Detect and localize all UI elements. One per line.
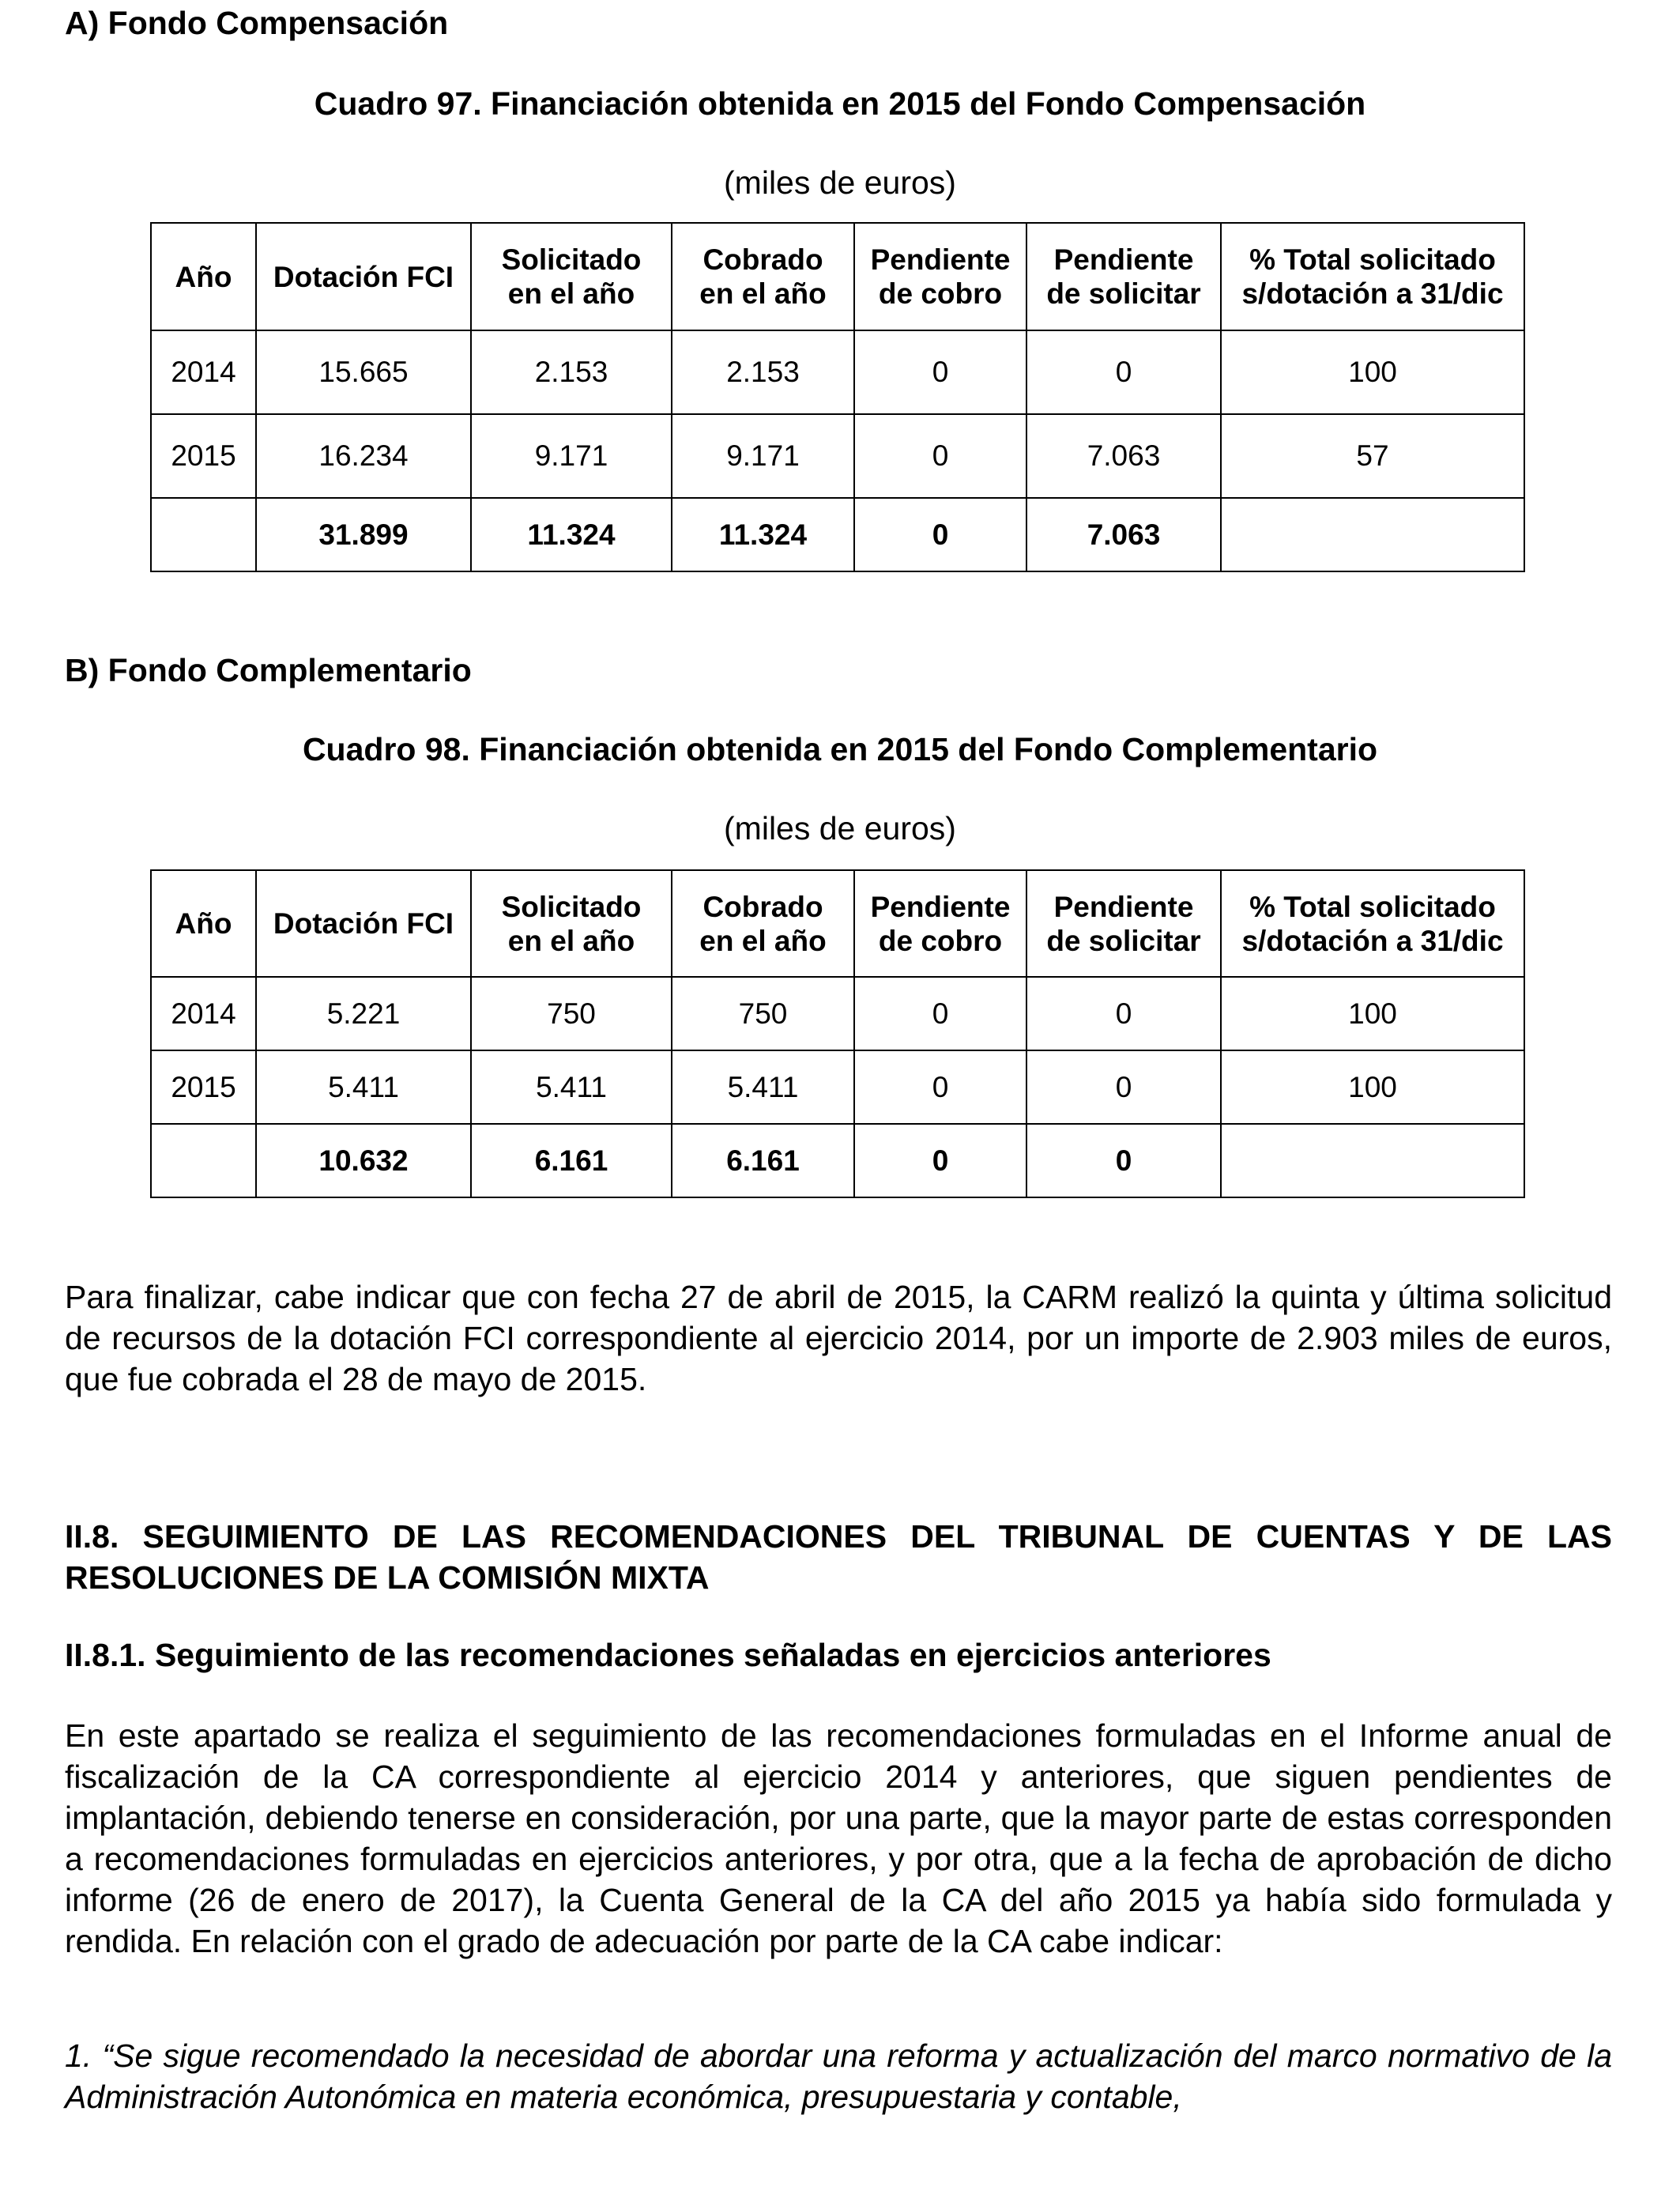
table-cell: 5.411 bbox=[256, 1050, 471, 1124]
table-cell: 16.234 bbox=[256, 414, 471, 498]
table-row bbox=[151, 977, 1524, 1050]
paragraph-seguimiento: En este apartado se realiza el seguimiento de las recomendaciones formuladas en el Informe anual de fiscalización de la CA correspondiente al ejercicio 2014 y anteriores, que siguen pendientes de implantación, debiendo tenerse en consideración, por una parte, que la mayor parte de estas corresponden a recomendaciones formuladas en ejercicios anteriores, y por otra, que a la fecha de aprobación de dicho informe (26 de enero de 2017), la Cuenta General de la CA del año 2015 ya había sido formulada y rendida. En relación con el grado de adecuación por parte de la CA cabe indicar: bbox=[65, 1717, 1612, 1959]
section-heading-ii81: II.8.1. Seguimiento de las recomendaciones señaladas en ejercicios anteriores bbox=[65, 1637, 1271, 1673]
table-cell: 0 bbox=[854, 977, 1026, 1050]
table-cell bbox=[1221, 1124, 1524, 1197]
table-total-row bbox=[151, 1124, 1524, 1197]
table-cell: 9.171 bbox=[672, 414, 854, 498]
table-cell: 750 bbox=[471, 977, 672, 1050]
table-cell: 2015 bbox=[151, 414, 256, 498]
table-cell bbox=[151, 498, 256, 571]
header-cell-dotacion: Dotación FCI bbox=[256, 223, 471, 330]
table-cell bbox=[1221, 498, 1524, 571]
table-total-row bbox=[151, 498, 1524, 571]
header-cell-solicitado: Solicitado en el año bbox=[471, 223, 672, 330]
table-cell: 0 bbox=[1026, 1050, 1221, 1124]
table-cell: 10.632 bbox=[256, 1124, 471, 1197]
table-97-units: (miles de euros) bbox=[724, 164, 956, 201]
table-cell: 750 bbox=[672, 977, 854, 1050]
section-heading-b: B) Fondo Complementario bbox=[65, 652, 472, 688]
table-98-caption: Cuadro 98. Financiación obtenida en 2015 del Fondo Complementario bbox=[302, 731, 1378, 767]
table-cell bbox=[151, 1124, 256, 1197]
table-cell: 100 bbox=[1221, 1050, 1524, 1124]
table-cell: 0 bbox=[854, 330, 1026, 414]
table-cell: 6.161 bbox=[471, 1124, 672, 1197]
header-cell-pendiente-solicitar: Pendiente de solicitar bbox=[1026, 870, 1221, 977]
table-cell: 100 bbox=[1221, 330, 1524, 414]
table-cell: 5.411 bbox=[672, 1050, 854, 1124]
table-97 bbox=[150, 222, 1525, 572]
table-cell: 5.411 bbox=[471, 1050, 672, 1124]
table-row bbox=[151, 330, 1524, 414]
table-cell: 9.171 bbox=[471, 414, 672, 498]
header-cell-cobrado: Cobrado en el año bbox=[672, 223, 854, 330]
table-cell: 11.324 bbox=[471, 498, 672, 571]
header-cell-cobrado: Cobrado en el año bbox=[672, 870, 854, 977]
table-cell: 7.063 bbox=[1026, 498, 1221, 571]
table-cell: 0 bbox=[854, 414, 1026, 498]
table-cell: 57 bbox=[1221, 414, 1524, 498]
table-cell: 2015 bbox=[151, 1050, 256, 1124]
header-cell-year: Año bbox=[151, 223, 256, 330]
table-row bbox=[151, 414, 1524, 498]
table-cell: 0 bbox=[854, 498, 1026, 571]
section-heading-ii8: II.8. SEGUIMIENTO DE LAS RECOMENDACIONES DEL TRIBUNAL DE CUENTAS Y DE LAS RESOLUCIONES DE LA COMISIÓN MIXTA bbox=[65, 1518, 1612, 1596]
table-cell: 15.665 bbox=[256, 330, 471, 414]
table-98 bbox=[150, 869, 1525, 1198]
paragraph-finalizar: Para finalizar, cabe indicar que con fecha 27 de abril de 2015, la CARM realizó la quinta y última solicitud de recursos de la dotación FCI correspondiente al ejercicio 2014, por un importe de 2.903 miles de euros, que fue cobrada el 28 de mayo de 2015. bbox=[65, 1279, 1612, 1397]
table-cell: 11.324 bbox=[672, 498, 854, 571]
table-98-header-row bbox=[151, 870, 1524, 977]
paragraph-recommendation-1: 1. “Se sigue recomendado la necesidad de abordar una reforma y actualización del marco normativo de la Administración Autonómica en materia económica, presupuestaria y contable, bbox=[65, 2038, 1612, 2115]
header-cell-pendiente-cobro: Pendiente de cobro bbox=[854, 870, 1026, 977]
header-cell-dotacion: Dotación FCI bbox=[256, 870, 471, 977]
table-cell: 2.153 bbox=[672, 330, 854, 414]
table-97-caption: Cuadro 97. Financiación obtenida en 2015 del Fondo Compensación bbox=[314, 85, 1366, 122]
table-row bbox=[151, 1050, 1524, 1124]
table-97-header-row bbox=[151, 223, 1524, 330]
header-cell-pendiente-solicitar: Pendiente de solicitar bbox=[1026, 223, 1221, 330]
table-cell: 2014 bbox=[151, 977, 256, 1050]
table-cell: 0 bbox=[1026, 1124, 1221, 1197]
section-heading-a: A) Fondo Compensación bbox=[65, 5, 449, 41]
table-cell: 6.161 bbox=[672, 1124, 854, 1197]
table-cell: 0 bbox=[854, 1050, 1026, 1124]
table-cell: 0 bbox=[854, 1124, 1026, 1197]
table-cell: 2.153 bbox=[471, 330, 672, 414]
header-cell-porcentaje: % Total solicitado s/dotación a 31/dic bbox=[1221, 870, 1524, 977]
table-98-units: (miles de euros) bbox=[724, 810, 956, 846]
header-cell-solicitado: Solicitado en el año bbox=[471, 870, 672, 977]
header-cell-pendiente-cobro: Pendiente de cobro bbox=[854, 223, 1026, 330]
header-cell-year: Año bbox=[151, 870, 256, 977]
table-cell: 0 bbox=[1026, 330, 1221, 414]
table-cell: 2014 bbox=[151, 330, 256, 414]
table-cell: 7.063 bbox=[1026, 414, 1221, 498]
header-cell-porcentaje: % Total solicitado s/dotación a 31/dic bbox=[1221, 223, 1524, 330]
table-cell: 5.221 bbox=[256, 977, 471, 1050]
table-cell: 31.899 bbox=[256, 498, 471, 571]
table-cell: 0 bbox=[1026, 977, 1221, 1050]
table-cell: 100 bbox=[1221, 977, 1524, 1050]
